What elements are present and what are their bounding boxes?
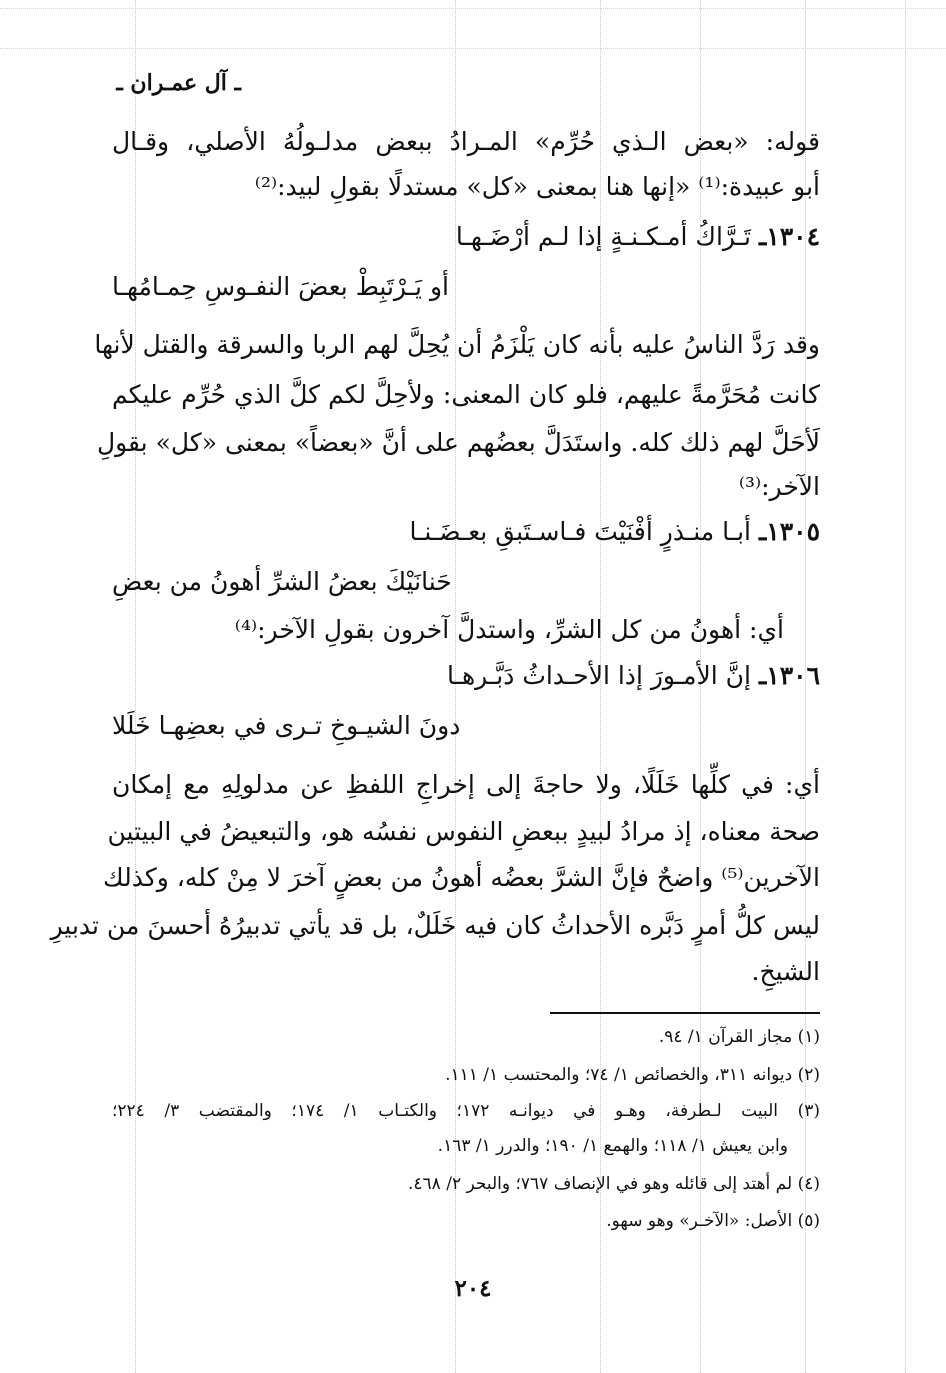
verse-number: ١٣٠٥ـ — [758, 517, 820, 546]
guide-line — [0, 8, 946, 9]
footnote: (٥) الأصل: «الآخـر» وهو سهو. — [606, 1211, 820, 1231]
text-line: لَأحَلَّ لهم ذلك كله. واستَدَلَّ بعضُهم على أنَّ «بعضاً» بمعنى «كل» بقولِ — [96, 428, 820, 457]
verse-second-half: دونَ الشيـوخِ تـرى في بعضِهـا خَلَلا — [112, 711, 461, 740]
verse-first-half — [409, 507, 820, 557]
text-line: الشيخِ. — [751, 957, 820, 986]
text-line: ليس كلُّ أمرٍ دَبَّره الأحداثُ كان فيه خَلَلٌ، بل قد يأتي تدبيرُهُ أحسنَ من تدبيرِ — [50, 911, 820, 940]
verse-text: تَـرَّاكُ أمـكـنـةٍ إذا لـم أرْضَـهـا — [455, 222, 751, 251]
text-line: أي: في كلِّها خَلَلًا، ولا حاجةَ إلى إخراجِ اللفظِ عن مدلولِهِ مع إمكان — [112, 770, 820, 799]
verse-number: ١٣٠٦ـ — [758, 661, 820, 690]
text-line: كانت مُحَرَّمةً عليهم، فلو كان المعنى: ولأحِلَّ لكم كلَّ الذي حُرِّم عليكم — [112, 380, 820, 409]
running-header: ـ آل عمـران ـ — [116, 70, 241, 96]
text-line: الآخرين⁽⁵⁾ واضحٌ فإنَّ الشرَّ بعضُه أهونُ من بعضٍ آخرَ لا مِنْ كله، وكذلك — [103, 863, 820, 892]
footnote-separator — [550, 1012, 820, 1014]
footnote: (٣) البيت لـطرفة، وهـو في ديوانـه ١٧٢؛ والكتـاب ١/ ١٧٤؛ والمقتضب ٣/ ٢٢٤؛ — [112, 1101, 820, 1121]
text-line: الآخر:⁽³⁾ — [738, 472, 820, 501]
text-line: وقد رَدَّ الناسُ عليه بأنه كان يَلْزَمُ أن يُحِلَّ لهم الربا والسرقة والقتل لأنها — [94, 330, 820, 359]
verse-text: إنَّ الأمـورَ إذا الأحـداثُ دَبَّـرهـا — [447, 661, 751, 690]
verse-second-half: أو يَـرْتَبِطْ بعضَ النفـوسِ حِمـامُهـا — [112, 272, 449, 301]
guide-line — [905, 0, 906, 1373]
footnote-continuation: وابن يعيش ١/ ١١٨؛ والهمع ١/ ١٩٠؛ والدرر ١/ ١٦٣. — [437, 1136, 788, 1156]
footnote: (١) مجاز القرآن ١/ ٩٤. — [658, 1027, 820, 1047]
text-line: أبو عبيدة:⁽¹⁾ «إنها هنا بمعنى «كل» مستدلًا بقولِ لبيد:⁽²⁾ — [254, 172, 820, 201]
verse-text: أبـا منـذرٍ أفْنَيْتَ فـاسـتَبقِ بعـضَـنـا — [409, 517, 751, 546]
text-line: صحة معناه، إذ مرادُ لبيدٍ ببعضِ النفوس نفسُه هو، والتبعيضُ في البيتين — [107, 817, 820, 846]
text-line: أي: أهونُ من كل الشرِّ، واستدلَّ آخرون بقولِ الآخر:⁽⁴⁾ — [234, 615, 784, 644]
verse-first-half — [447, 651, 820, 701]
guide-line — [0, 48, 946, 49]
verse-second-half: حَنانَيْكَ بعضُ الشرِّ أهونُ من بعضِ — [112, 567, 452, 596]
verse-number: ١٣٠٤ـ — [758, 222, 820, 251]
text-line: قوله: «بعض الـذي حُرِّم» المـرادُ ببعض مدلـولُهُ الأصلي، وقـال — [112, 127, 820, 156]
verse-first-half — [456, 212, 820, 262]
footnote: (٢) ديوانه ٣١١، والخصائص ١/ ٧٤؛ والمحتسب ١/ ١١١. — [445, 1065, 820, 1085]
footnote: (٤) لم أهتد إلى قائله وهو في الإنصاف ٧٦٧؛ والبحر ٢/ ٤٦٨. — [408, 1174, 820, 1194]
page-number: ٢٠٤ — [454, 1275, 492, 1302]
